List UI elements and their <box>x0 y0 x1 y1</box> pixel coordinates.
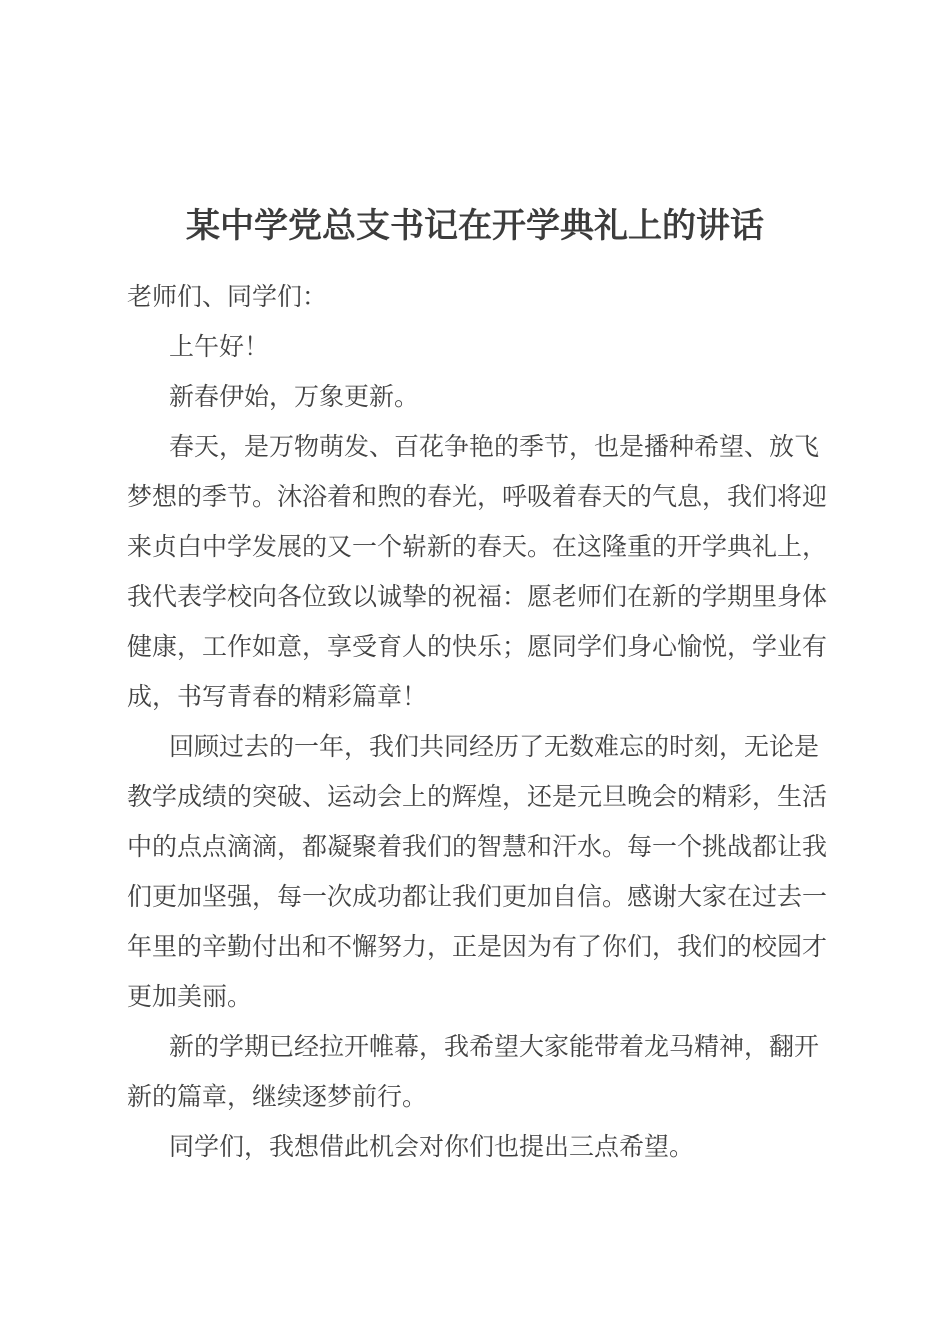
paragraph-line: 春天，是万物萌发、百花争艳的季节，也是播种希望、放飞 <box>169 432 820 461</box>
paragraph-new-spring <box>127 372 843 422</box>
paragraph-line: 新春伊始，万象更新。 <box>169 382 420 411</box>
paragraph-new-semester <box>127 1022 843 1122</box>
paragraph-line: 来贞白中学发展的又一个崭新的春天。在这隆重的开学典礼上， <box>127 532 828 561</box>
paragraph-line: 们更加坚强，每一次成功都让我们更加自信。感谢大家在过去一 <box>127 882 828 911</box>
paragraph-three-hopes <box>127 1122 843 1172</box>
paragraph-spring-wishes <box>127 422 843 722</box>
document-body <box>127 272 843 1172</box>
paragraph-greeting <box>127 322 843 372</box>
paragraph-line: 教学成绩的突破、运动会上的辉煌，还是元旦晚会的精彩，生活 <box>127 782 828 811</box>
paragraph-line: 中的点点滴滴，都凝聚着我们的智慧和汗水。每一个挑战都让我 <box>127 832 828 861</box>
paragraph-line: 同学们，我想借此机会对你们也提出三点希望。 <box>169 1132 695 1161</box>
paragraph-line: 更加美丽。 <box>127 982 253 1011</box>
paragraph-line: 回顾过去的一年，我们共同经历了无数难忘的时刻，无论是 <box>169 732 820 761</box>
paragraph-line: 新的学期已经拉开帷幕，我希望大家能带着龙马精神，翻开 <box>169 1032 820 1061</box>
salutation-line: 老师们、同学们： <box>127 282 328 311</box>
paragraph-line: 梦想的季节。沐浴着和煦的春光，呼吸着春天的气息，我们将迎 <box>127 482 828 511</box>
paragraph-line: 上午好！ <box>169 332 270 361</box>
paragraph-line: 年里的辛勤付出和不懈努力，正是因为有了你们，我们的校园才 <box>127 932 828 961</box>
paragraph-line: 健康，工作如意，享受育人的快乐；愿同学们身心愉悦，学业有 <box>127 632 828 661</box>
paragraph-line: 新的篇章，继续逐梦前行。 <box>127 1082 428 1111</box>
paragraph-line: 我代表学校向各位致以诚挚的祝福：愿老师们在新的学期里身体 <box>127 582 828 611</box>
paragraph-review <box>127 722 843 1022</box>
paragraph-line: 成，书写青春的精彩篇章！ <box>127 682 428 711</box>
document-title: 某中学党总支书记在开学典礼上的讲话 <box>186 206 764 246</box>
salutation <box>127 272 843 322</box>
